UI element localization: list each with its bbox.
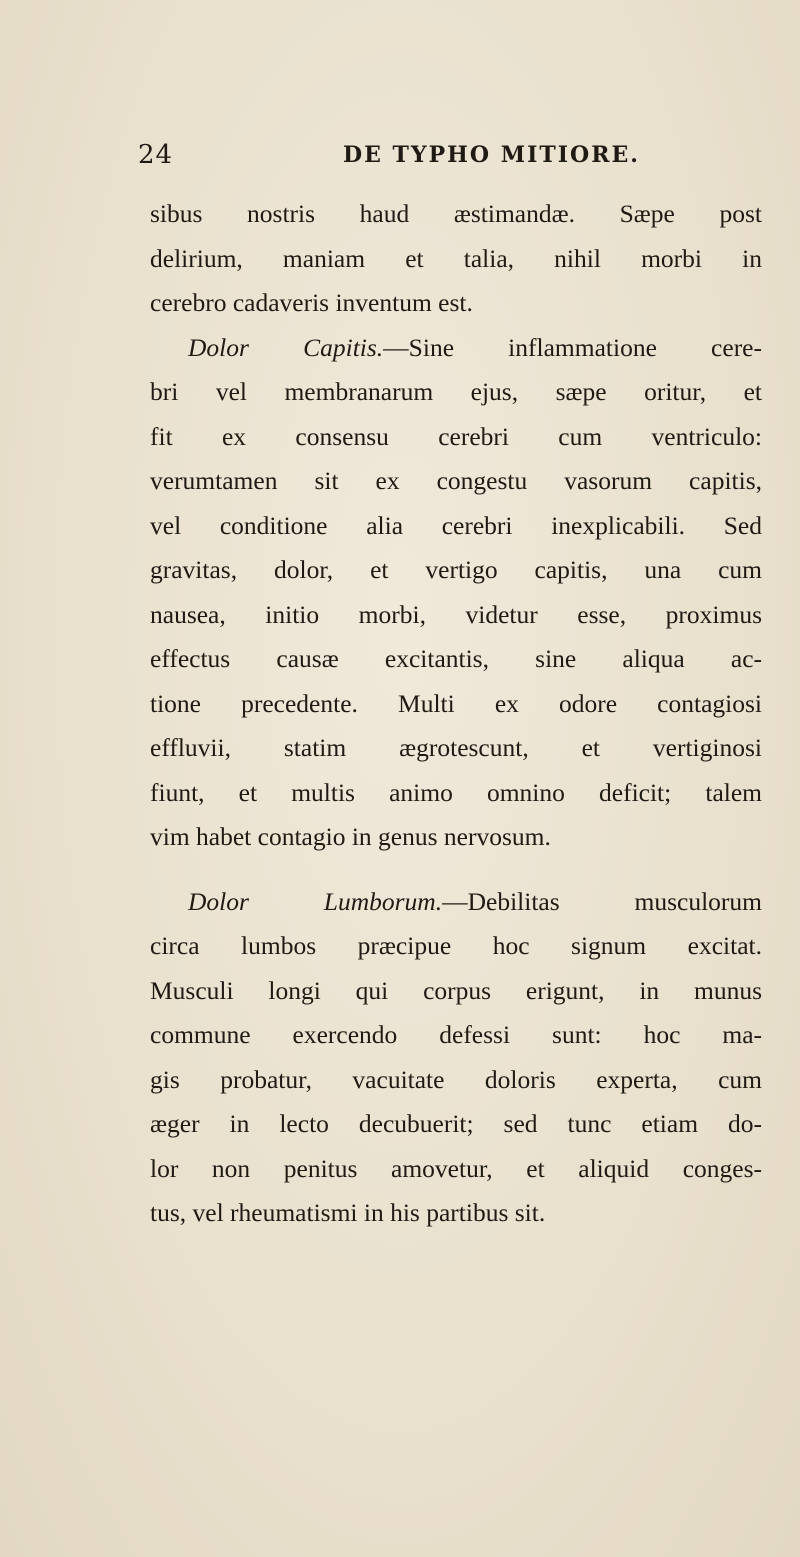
text-run: —Debilitas musculorum <box>442 886 762 916</box>
text-line: Musculi longi qui corpus erigunt, in munus <box>150 975 762 1005</box>
paragraph-gap <box>150 860 762 880</box>
running-head: DE TYPHO MITIORE. <box>343 142 640 168</box>
text-line: effluvii, statim ægrotescunt, et vertiginosi <box>150 733 762 762</box>
text-line <box>150 326 762 371</box>
text-line: lor non penitus amovetur, et aliquid conges- <box>150 1153 762 1183</box>
paragraph-2 <box>150 326 762 860</box>
text-line: sibus nostris haud æstimandæ. Sæpe post <box>150 199 762 228</box>
text-line: gravitas, dolor, et vertigo capitis, una cum <box>150 555 762 584</box>
text-line: cerebro cadaveris inventum est. <box>150 288 473 317</box>
text-line: effectus causæ excitantis, sine aliqua ac- <box>150 644 762 673</box>
text-line: fit ex consensu cerebri cum ventriculo: <box>150 421 762 451</box>
text-line: fiunt, et multis animo omnino deficit; talem <box>150 777 762 807</box>
text-line: circa lumbos præcipue hoc signum excitat. <box>150 931 762 960</box>
text-line: gis probatur, vacuitate doloris experta, cum <box>150 1064 762 1094</box>
text-line: commune exercendo defessi sunt: hoc ma- <box>150 1020 762 1049</box>
paragraph-1 <box>150 192 762 326</box>
text-line: tus, vel rheumatismi in his partibus sit. <box>150 1198 546 1227</box>
text-line: vim habet contagio in genus nervosum. <box>150 822 551 851</box>
text-line: verumtamen sit ex congestu vasorum capitis, <box>150 466 762 495</box>
body-text <box>150 192 762 1236</box>
paragraph-3 <box>150 880 762 1236</box>
page-header <box>138 140 758 180</box>
text-line: æger in lecto decubuerit; sed tunc etiam do- <box>150 1109 762 1138</box>
section-heading-dolor-lumborum: Dolor Lumborum. <box>188 886 443 916</box>
text-line <box>150 880 762 925</box>
text-line: delirium, maniam et talia, nihil morbi in <box>150 243 762 273</box>
section-heading-dolor-capitis: Dolor Capitis. <box>188 332 384 362</box>
text-run: —Sine inflammatione cere- <box>383 332 762 362</box>
text-line: nausea, initio morbi, videtur esse, proximus <box>150 599 762 629</box>
page-number: 24 <box>138 140 174 170</box>
text-line: tione precedente. Multi ex odore contagiosi <box>150 688 762 718</box>
text-line: vel conditione alia cerebri inexplicabili. Sed <box>150 510 762 540</box>
text-line: bri vel membranarum ejus, sæpe oritur, et <box>150 377 762 406</box>
